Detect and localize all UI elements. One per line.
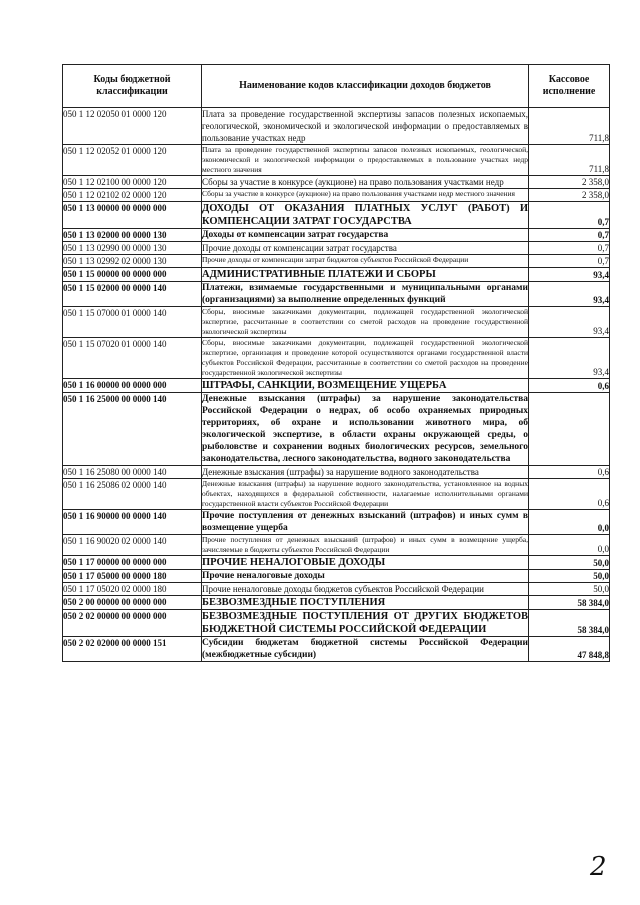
row-amount: 0,7 [529,242,610,255]
row-code: 050 1 17 00000 00 0000 000 [63,556,202,570]
row-amount: 711,8 [529,145,610,176]
table-row [63,268,610,282]
table-row [63,145,610,176]
row-amount: 0,0 [529,510,610,535]
row-name: ПРОЧИЕ НЕНАЛОГОВЫЕ ДОХОДЫ [202,556,529,570]
table-row [63,570,610,583]
row-amount: 0,7 [529,229,610,242]
row-amount: 0,7 [529,255,610,268]
row-name: Сборы за участие в конкурсе (аукционе) на право пользования участками недр [202,176,529,189]
row-name: Денежные взыскания (штрафы) за нарушение законодательства Российской Федерации о недрах, об особо охраняемых природных территориях, об охране и использовании животного мира, об экологической экспертизе, в области охраны окружающей среды, о рыболовстве и сохранении водных биологических ресурсов, земельного законодательства, лесного законодательства, водного законодательства [202,394,528,464]
row-name: Прочие поступления от денежных взысканий (штрафов) и иных сумм в возмещение ущерба [202,511,528,533]
table-row [63,282,610,307]
row-amount: 93,4 [529,338,610,379]
row-amount: 93,4 [529,268,610,282]
row-amount: 47 848,8 [529,637,610,662]
row-code: 050 1 12 02050 01 0000 120 [63,108,202,145]
row-amount: 0,6 [529,479,610,510]
row-name: Прочие неналоговые доходы [202,570,529,583]
row-code: 050 1 16 25000 00 0000 140 [63,393,202,466]
table-row [63,189,610,202]
row-code: 050 1 12 02102 02 0000 120 [63,189,202,202]
row-name: Субсидии бюджетам бюджетной системы Российской Федерации (межбюджетные субсидии) [202,638,528,660]
table-row [63,379,610,393]
row-name: БЕЗВОЗМЕЗДНЫЕ ПОСТУПЛЕНИЯ ОТ ДРУГИХ БЮДЖЕТОВ БЮДЖЕТНОЙ СИСТЕМЫ РОССИЙСКОЙ ФЕДЕРАЦИИ [202,611,528,635]
row-code: 050 1 15 07000 01 0000 140 [63,307,202,338]
row-code: 050 1 16 90020 02 0000 140 [63,535,202,556]
row-code: 050 1 13 02990 00 0000 130 [63,242,202,255]
row-code: 050 1 16 90000 00 0000 140 [63,510,202,535]
table-body [63,108,610,662]
row-amount: 93,4 [529,282,610,307]
table-row [63,610,610,637]
row-amount: 2 358,0 [529,176,610,189]
table-row [63,556,610,570]
row-name: Плата за проведение государственной экспертизы запасов полезных ископаемых, геологической, экономической и экологической информации о предоставляемых в пользование участках недр [202,109,528,143]
row-name: АДМИНИСТРАТИВНЫЕ ПЛАТЕЖИ И СБОРЫ [202,268,529,282]
row-amount: 50,0 [529,570,610,583]
table-row [63,596,610,610]
row-code: 050 1 17 05000 00 0000 180 [63,570,202,583]
table-row [63,202,610,229]
row-code: 050 1 16 25080 00 0000 140 [63,466,202,479]
row-name: Прочие неналоговые доходы бюджетов субъектов Российской Федерации [202,583,529,596]
row-code: 050 1 13 02000 00 0000 130 [63,229,202,242]
row-code: 050 1 17 05020 02 0000 180 [63,583,202,596]
table-row [63,393,610,466]
row-name: Денежные взыскания (штрафы) за нарушение водного законодательства, установленное на водных объектах, находящихся в федеральной собственности, налагаемые исполнительными органами государственной власти субъектов Российской Федерации [202,479,528,508]
table-header-row [63,65,610,108]
table-row [63,255,610,268]
table-row [63,307,610,338]
row-amount: 0,0 [529,535,610,556]
row-name: Сборы, вносимые заказчиками документации, подлежащей государственной экологической экспертизе, рассчитанные в соответствии со сметой расходов на проведение государственной экологической экспертизы [202,307,528,336]
row-amount: 50,0 [529,556,610,570]
row-code: 050 1 16 25086 02 0000 140 [63,479,202,510]
row-name: Доходы от компенсации затрат государства [202,229,529,242]
row-name: Плата за проведение государственной экспертизы запасов полезных ископаемых, геологической, экономической и экологической информации о предоставляемых в пользование участках недр местного значения [202,145,528,174]
row-amount: 711,8 [529,108,610,145]
table-row [63,466,610,479]
table-row [63,583,610,596]
row-amount: 0,6 [529,466,610,479]
table-row [63,242,610,255]
row-name: Сборы за участие в конкурсе (аукционе) на право пользования участками недр местного значения [202,189,529,202]
header-code: Коды бюджетной классификации [63,65,202,108]
table-row [63,108,610,145]
header-amount: Кассовое исполнение [529,65,610,108]
row-name: Прочие поступления от денежных взысканий (штрафов) и иных сумм в возмещение ущерба, зачисляемые в бюджеты субъектов Российской Федерации [202,535,528,554]
row-amount: 2 358,0 [529,189,610,202]
row-amount: 0,7 [529,202,610,229]
header-name: Наименование кодов классификации доходов бюджетов [202,65,529,108]
table-row [63,535,610,556]
row-code: 050 1 16 00000 00 0000 000 [63,379,202,393]
row-name: Сборы, вносимые заказчиками документации, подлежащей государственной экологической экспертизе, организация и проведение которой осуществляются органами государственной власти субъектов Российской Федерации, рассчитанные в соответствии со сметой расходов на проведение государственной экологической экспертизы [202,338,528,377]
row-name: Прочие доходы от компенсации затрат государства [202,242,529,255]
row-code: 050 1 13 00000 00 0000 000 [63,202,202,229]
row-code: 050 1 15 00000 00 0000 000 [63,268,202,282]
row-code: 050 2 00 00000 00 0000 000 [63,596,202,610]
row-code: 050 1 13 02992 02 0000 130 [63,255,202,268]
row-code: 050 2 02 00000 00 0000 000 [63,610,202,637]
budget-revenue-table [62,64,610,662]
row-amount: 58 384,0 [529,596,610,610]
row-name: Платежи, взимаемые государственными и муниципальными органами (организациями) за выполнение определенных функций [202,283,528,305]
row-code: 050 1 12 02100 00 0000 120 [63,176,202,189]
row-name: Денежные взыскания (штрафы) за нарушение водного законодательства [202,466,529,479]
row-name: ДОХОДЫ ОТ ОКАЗАНИЯ ПЛАТНЫХ УСЛУГ (РАБОТ) И КОМПЕНСАЦИИ ЗАТРАТ ГОСУДАРСТВА [202,203,528,227]
row-amount [529,393,610,466]
table-row [63,510,610,535]
row-amount: 58 384,0 [529,610,610,637]
row-code: 050 2 02 02000 00 0000 151 [63,637,202,662]
row-code: 050 1 15 07020 01 0000 140 [63,338,202,379]
table-row [63,229,610,242]
page-number: 2 [590,852,607,882]
row-code: 050 1 15 02000 00 0000 140 [63,282,202,307]
row-name: БЕЗВОЗМЕЗДНЫЕ ПОСТУПЛЕНИЯ [202,596,529,610]
row-amount: 93,4 [529,307,610,338]
table-row [63,176,610,189]
table-row [63,338,610,379]
table-row [63,479,610,510]
row-name: Прочие доходы от компенсации затрат бюджетов субъектов Российской Федерации [202,255,529,268]
table-row [63,637,610,662]
row-amount: 50,0 [529,583,610,596]
row-name: ШТРАФЫ, САНКЦИИ, ВОЗМЕЩЕНИЕ УЩЕРБА [202,379,529,393]
row-amount: 0,6 [529,379,610,393]
row-code: 050 1 12 02052 01 0000 120 [63,145,202,176]
